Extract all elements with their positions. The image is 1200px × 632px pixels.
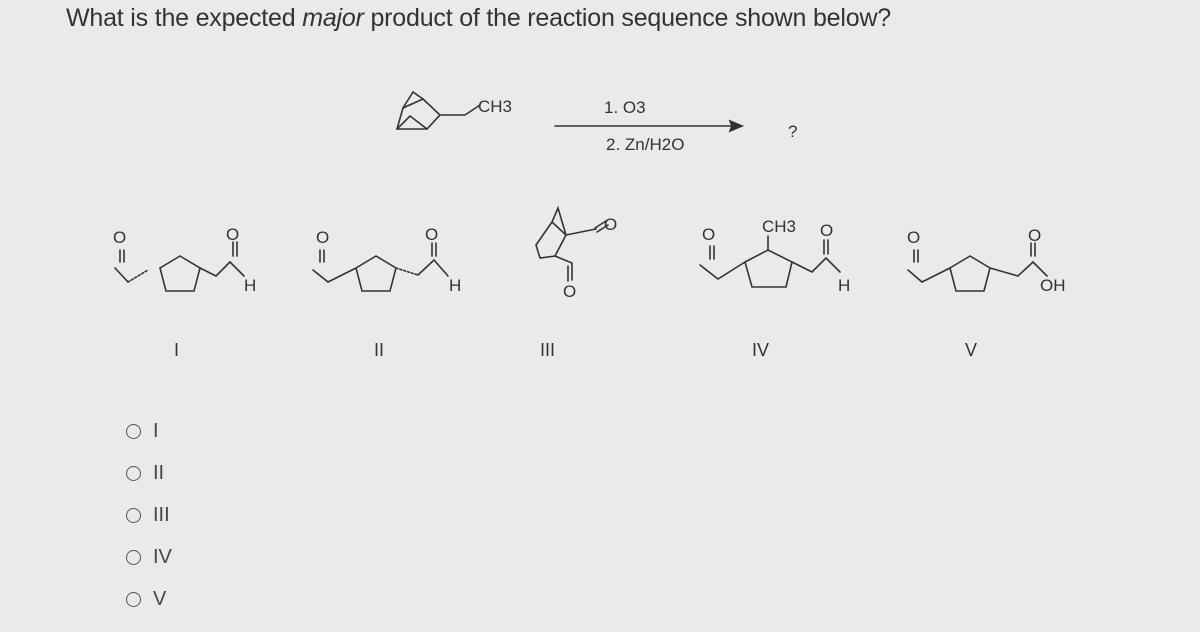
reagent-step2: 2. Zn/H2O xyxy=(606,135,685,154)
option-label: V xyxy=(153,587,167,610)
structure-IV-label: IV xyxy=(752,340,770,360)
option-label: II xyxy=(153,461,165,484)
structure-II-label: II xyxy=(374,340,385,360)
svg-text:H: H xyxy=(244,276,257,295)
svg-text:O: O xyxy=(113,228,127,247)
svg-text:OH: OH xyxy=(1040,276,1066,295)
structure-IV xyxy=(700,236,840,287)
structure-III-label: III xyxy=(540,340,556,360)
substituent-label: CH3 xyxy=(478,97,513,116)
svg-text:H: H xyxy=(449,276,462,295)
structure-V-label: V xyxy=(965,340,978,360)
svg-text:O: O xyxy=(702,225,716,244)
option-label: III xyxy=(153,503,170,526)
option-label: I xyxy=(153,419,159,442)
svg-text:O: O xyxy=(316,228,330,247)
svg-text:O: O xyxy=(907,228,921,247)
structure-V xyxy=(908,243,1047,291)
option-IV[interactable] xyxy=(126,536,172,578)
structure-IV-methyl: CH3 xyxy=(762,217,797,236)
radio-button[interactable] xyxy=(126,424,141,439)
question-suffix: product of the reaction sequence shown below? xyxy=(363,4,891,32)
radio-button[interactable] xyxy=(126,592,141,607)
svg-text:O: O xyxy=(1028,226,1042,245)
option-III[interactable] xyxy=(126,494,172,536)
svg-text:O: O xyxy=(563,282,577,301)
question-prefix: What is the expected xyxy=(66,4,303,32)
svg-text:O: O xyxy=(604,215,618,234)
svg-text:O: O xyxy=(820,221,834,240)
option-V[interactable] xyxy=(126,578,172,620)
svg-text:O: O xyxy=(425,225,439,244)
reagent-step1: 1. O3 xyxy=(604,98,646,117)
option-label: IV xyxy=(153,545,172,568)
starting-material-structure xyxy=(397,92,480,129)
question-emphasis: major xyxy=(302,4,364,32)
option-I[interactable] xyxy=(126,410,172,452)
svg-text:H: H xyxy=(838,276,851,295)
radio-button[interactable] xyxy=(126,508,141,523)
unknown-product: ? xyxy=(788,122,798,141)
structure-II xyxy=(313,243,448,291)
answer-options xyxy=(126,410,172,620)
structure-I-label: I xyxy=(174,340,180,360)
structure-I xyxy=(115,242,244,291)
radio-button[interactable] xyxy=(126,550,141,565)
svg-text:O: O xyxy=(226,225,240,244)
option-II[interactable] xyxy=(126,452,172,494)
structure-III xyxy=(536,208,608,281)
radio-button[interactable] xyxy=(126,466,141,481)
